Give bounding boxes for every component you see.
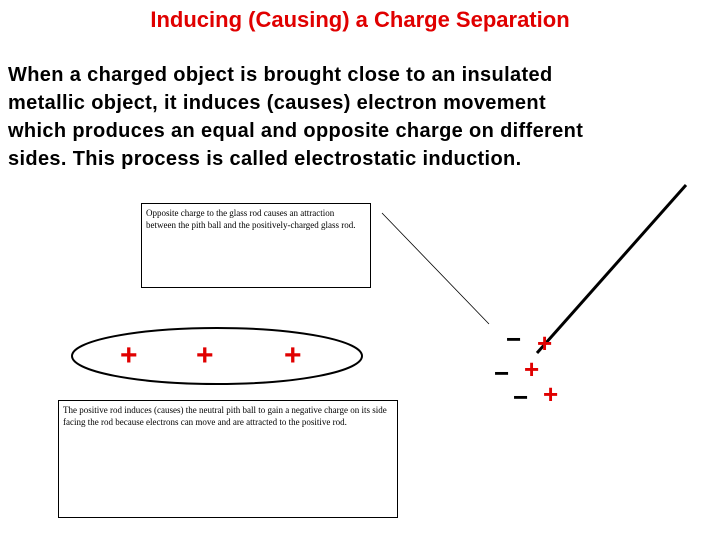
slide-title: Inducing (Causing) a Charge Separation [150,7,570,32]
pith-ball-minus: − [513,382,529,412]
callout-line [382,213,489,324]
body-line-3: which produces an equal and opposite charge on different [8,120,584,142]
rod-plus-sign: + [284,339,302,372]
glass-rod [72,328,362,384]
rod-plus-sign: + [196,339,214,372]
pith-ball-string [537,185,686,353]
rod-plus-sign: + [120,339,138,372]
note-induction: The positive rod induces (causes) the neutral pith ball to gain a negative charge on its side facing the rod because electrons can move and are attracted to the positive rod. [58,400,398,518]
body-line-2: metallic object, it induces (causes) electron movement [8,92,546,114]
body-line-1: When a charged object is brought close to an insulated [8,64,553,86]
pith-ball-minus: − [494,358,510,388]
pith-ball-plus: + [543,379,559,409]
body-line-4: sides. This process is called electrostatic induction. [8,148,522,170]
note-attraction: Opposite charge to the glass rod causes an attraction between the pith ball and the positively-charged glass rod. [141,203,371,288]
pith-ball-minus: − [506,324,522,354]
pith-ball-plus: + [524,354,540,384]
pith-ball-plus: + [537,328,553,358]
